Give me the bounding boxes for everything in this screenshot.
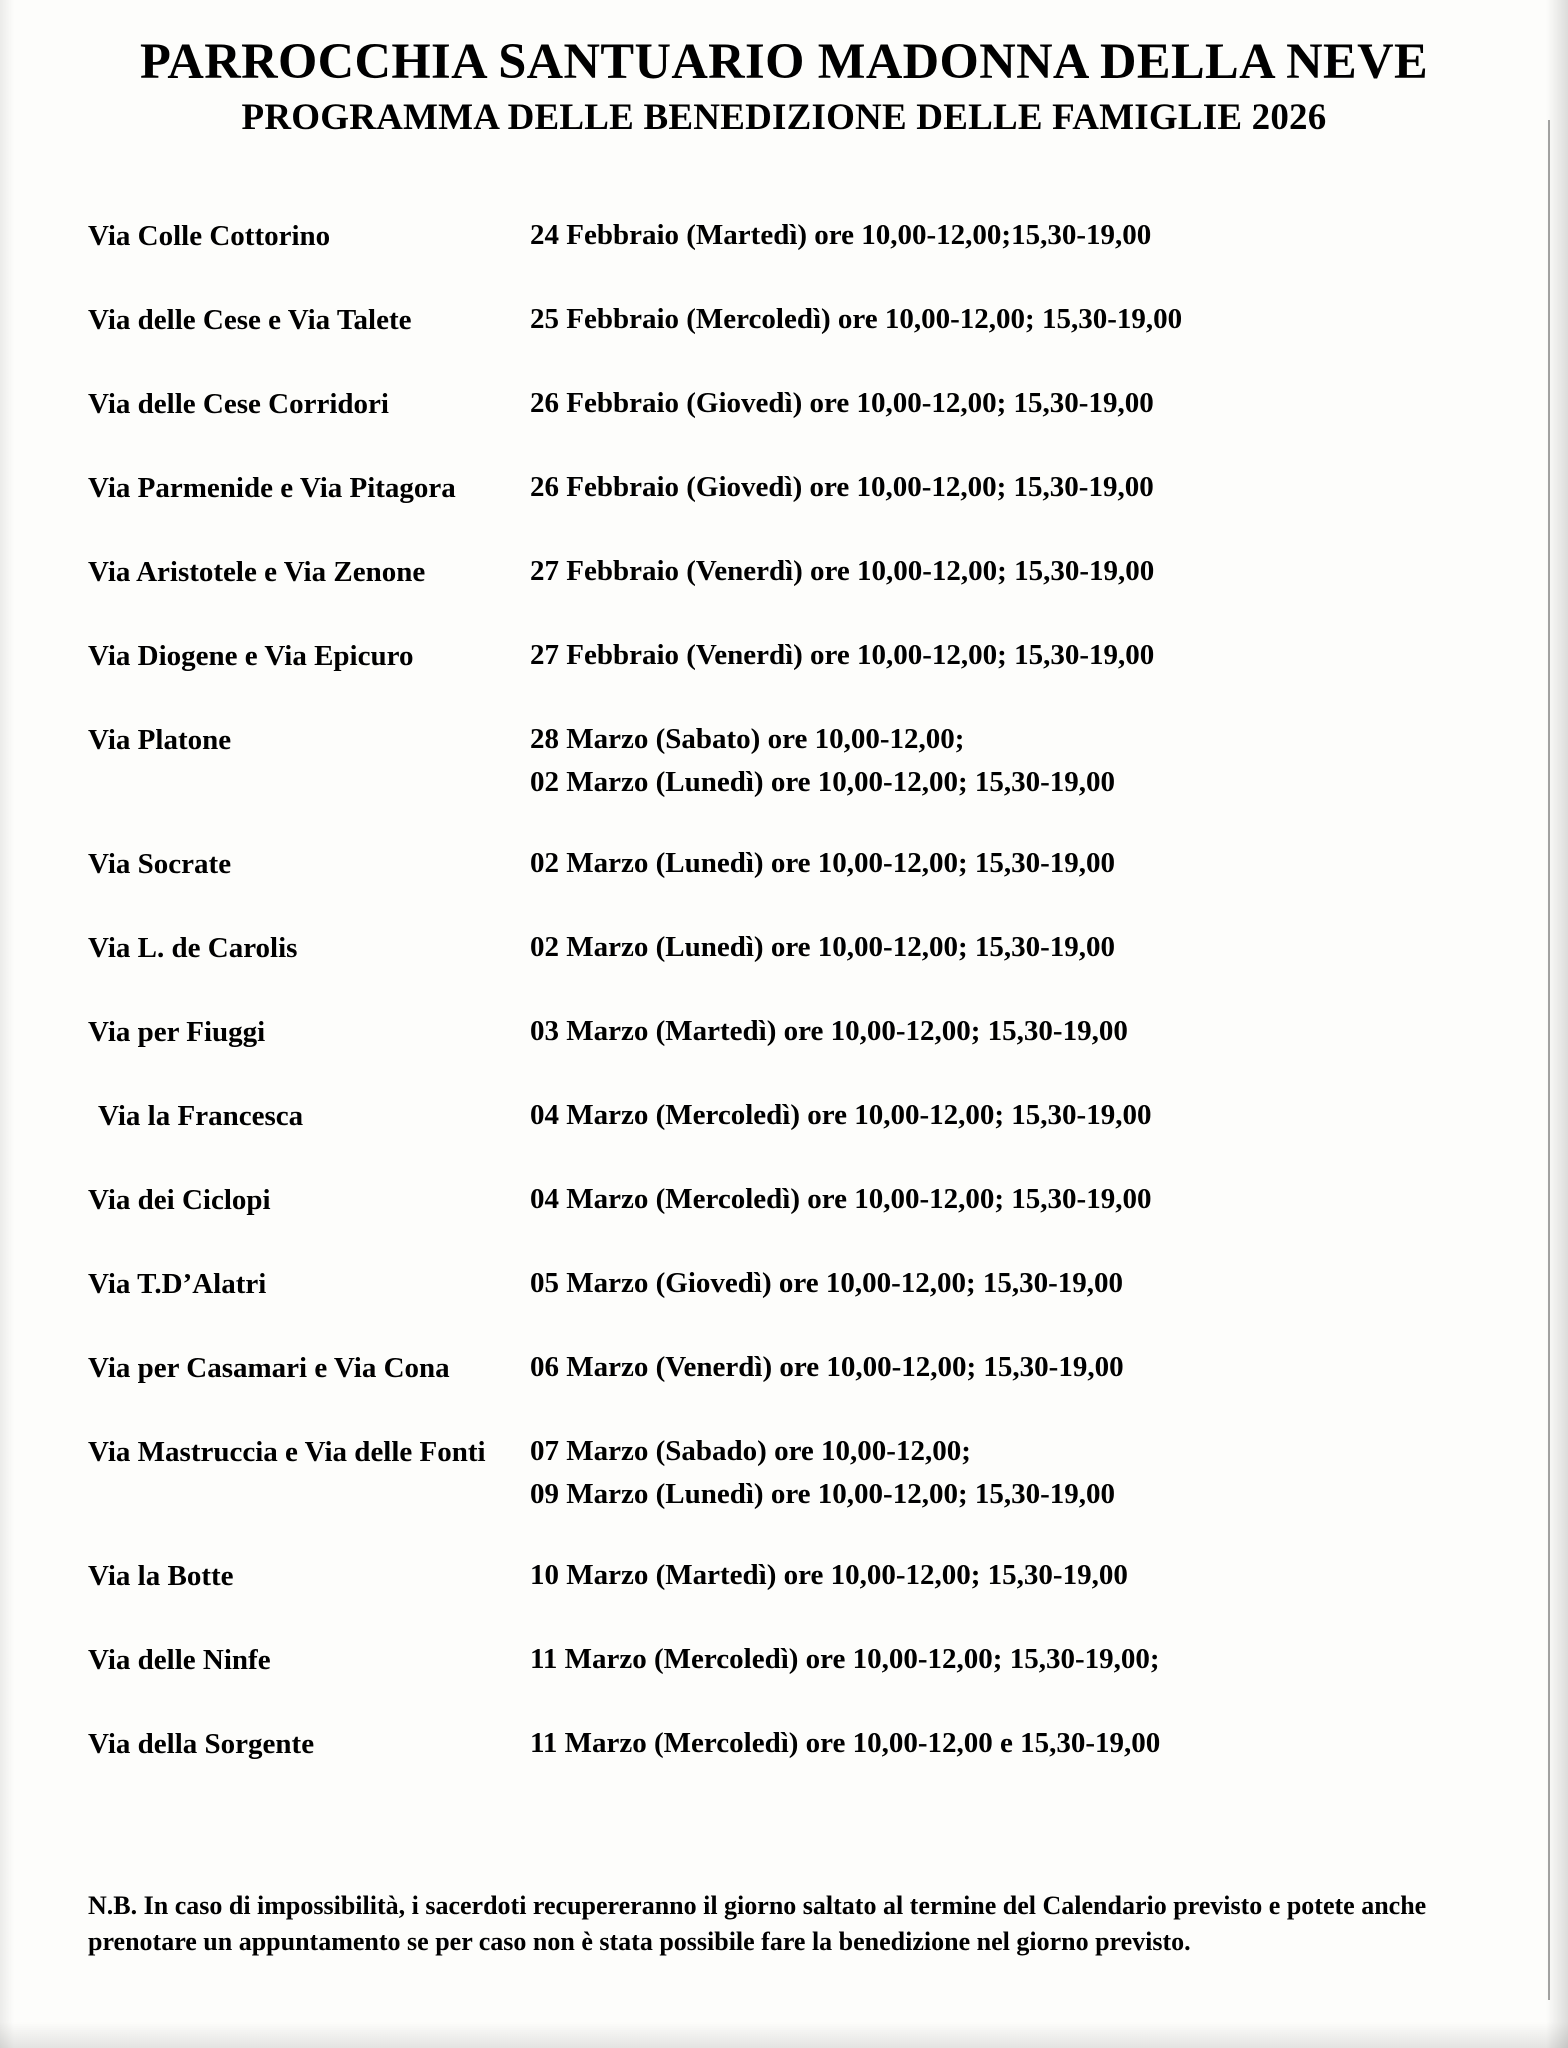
date-line: 26 Febbraio (Giovedì) ore 10,00-12,00; 15,30-19,00 [530,471,1154,503]
schedule-dates [530,908,1568,967]
page-title: PARROCCHIA SANTUARIO MADONNA DELLA NEVE [139,34,1429,90]
schedule-dates [530,364,1568,423]
table-row [0,448,1568,532]
date-line: 02 Marzo (Lunedì) ore 10,00-12,00; 15,30-19,00 [530,766,1116,799]
date-line: 24 Febbraio (Martedì) ore 10,00-12,00;15,30-19,00 [530,219,1152,251]
table-row [0,700,1568,824]
date-line: 26 Febbraio (Giovedì) ore 10,00-12,00; 15,30-19,00 [530,387,1154,419]
schedule-dates [530,1328,1568,1387]
street-name: Via T.D’Alatri [88,1268,267,1300]
date-line: 09 Marzo (Lunedì) ore 10,00-12,00; 15,30-19,00 [530,1478,1116,1511]
date-line: 10 Marzo (Martedì) ore 10,00-12,00; 15,30-19,00 [530,1559,1128,1591]
street-name: Via Colle Cottorino [88,220,331,252]
schedule-dates [530,1704,1568,1763]
table-row [0,1412,1568,1536]
street-name: Via per Fiuggi [88,1016,266,1048]
schedule-table [0,196,1568,1788]
schedule-dates [530,280,1568,339]
schedule-dates [530,1620,1568,1679]
street-name: Via la Francesca [98,1100,304,1132]
street-name: Via Aristotele e Via Zenone [88,556,426,588]
table-row [0,616,1568,700]
street-name: Via delle Cese e Via Talete [88,304,412,336]
schedule-dates [530,1160,1568,1219]
schedule-dates [530,532,1568,591]
table-row [0,1536,1568,1620]
date-line: 02 Marzo (Lunedì) ore 10,00-12,00; 15,30-19,00 [530,931,1116,963]
date-line: 11 Marzo (Mercoledì) ore 10,00-12,00 e 15,30-19,00 [530,1727,1161,1759]
street-name: Via delle Cese Corridori [88,388,389,420]
street-name: Via Parmenide e Via Pitagora [88,472,456,504]
table-row [0,1244,1568,1328]
scan-edge-bottom [0,2022,1568,2048]
date-line: 03 Marzo (Martedì) ore 10,00-12,00; 15,30-19,00 [530,1015,1128,1047]
schedule-dates [530,1244,1568,1303]
schedule-dates [530,1412,1568,1514]
street-name: Via Socrate [88,848,232,880]
schedule-dates [530,700,1568,802]
date-line: 04 Marzo (Mercoledì) ore 10,00-12,00; 15,30-19,00 [530,1183,1152,1215]
date-line: 06 Marzo (Venerdì) ore 10,00-12,00; 15,30-19,00 [530,1351,1124,1383]
date-line: 27 Febbraio (Venerdì) ore 10,00-12,00; 15,30-19,00 [530,555,1155,587]
schedule-dates [530,1536,1568,1595]
street-name: Via dei Ciclopi [88,1184,271,1216]
street-name: Via Mastruccia e Via delle Fonti [88,1436,486,1468]
date-line: 02 Marzo (Lunedì) ore 10,00-12,00; 15,30-19,00 [530,847,1116,879]
schedule-dates [530,1076,1568,1135]
schedule-dates [530,196,1568,255]
date-line: 04 Marzo (Mercoledì) ore 10,00-12,00; 15,30-19,00 [530,1099,1152,1131]
schedule-dates [530,448,1568,507]
date-line: 05 Marzo (Giovedì) ore 10,00-12,00; 15,30-19,00 [530,1267,1124,1299]
date-line: 07 Marzo (Sabado) ore 10,00-12,00; [530,1435,971,1467]
table-row [0,992,1568,1076]
street-name: Via Platone [88,724,232,756]
date-line: 25 Febbraio (Mercoledì) ore 10,00-12,00; 15,30-19,00 [530,303,1183,335]
table-row [0,1328,1568,1412]
table-row [0,1620,1568,1704]
footer-note: N.B. In caso di impossibilità, i sacerdoti recupereranno il giorno saltato al termine del Calendario previsto e potete anche prenotare un appuntamento se per caso non è stata possibile fare la benedizione nel giorno previsto. [88,1891,1427,1956]
date-line: 27 Febbraio (Venerdì) ore 10,00-12,00; 15,30-19,00 [530,639,1155,671]
schedule-dates [530,992,1568,1051]
street-name: Via della Sorgente [88,1728,315,1760]
table-row [0,280,1568,364]
date-line: 28 Marzo (Sabato) ore 10,00-12,00; [530,723,965,755]
street-name: Via Diogene e Via Epicuro [88,640,414,672]
document-header [0,36,1568,138]
table-row [0,908,1568,992]
table-row [0,196,1568,280]
table-row [0,1076,1568,1160]
table-row [0,1160,1568,1244]
date-line: 11 Marzo (Mercoledì) ore 10,00-12,00; 15,30-19,00; [530,1643,1160,1675]
street-name: Via L. de Carolis [88,932,298,964]
street-name: Via delle Ninfe [88,1644,271,1676]
schedule-dates [530,824,1568,883]
table-row [0,532,1568,616]
table-row [0,824,1568,908]
table-row [0,1704,1568,1788]
schedule-dates [530,616,1568,675]
page-subtitle: PROGRAMMA DELLE BENEDIZIONE DELLE FAMIGLIE 2026 [241,96,1327,138]
street-name: Via per Casamari e Via Cona [88,1352,450,1384]
street-name: Via la Botte [88,1560,234,1592]
table-row [0,364,1568,448]
